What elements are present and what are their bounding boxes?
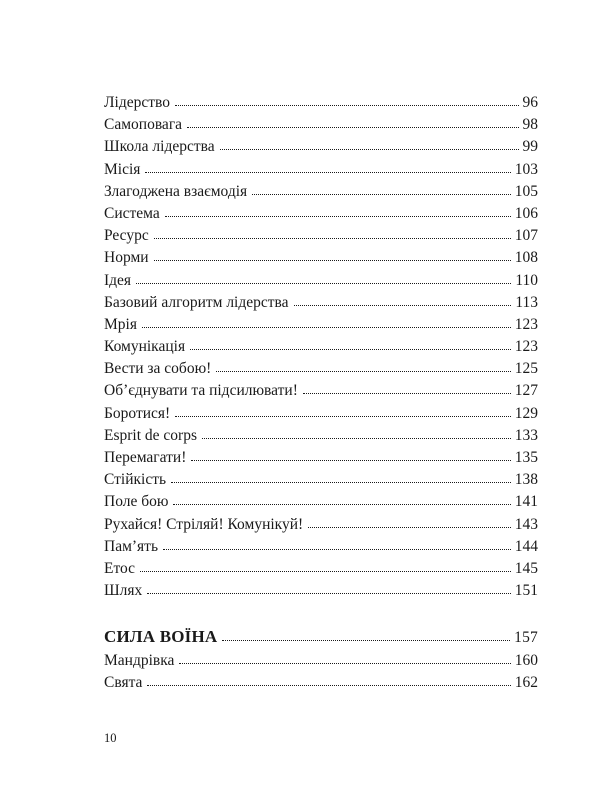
toc-entry[interactable] xyxy=(104,469,538,491)
toc-entry-page: 151 xyxy=(514,582,538,600)
toc-section-heading[interactable] xyxy=(104,626,538,649)
toc-entry-title: Вести за собою! xyxy=(104,360,212,378)
toc-entry[interactable] xyxy=(104,136,538,158)
toc-dot-leader xyxy=(142,319,511,329)
toc-entry[interactable] xyxy=(104,159,538,181)
toc-dot-leader xyxy=(165,208,511,218)
toc-entry-title: Мандрівка xyxy=(104,651,175,669)
toc-dot-leader xyxy=(145,164,510,174)
toc-dot-leader xyxy=(216,363,510,373)
toc-dot-leader xyxy=(222,632,510,642)
toc-entry[interactable] xyxy=(104,336,538,358)
toc-entry-title: Базовий алгоритм лідерства xyxy=(104,293,289,311)
toc-entry[interactable] xyxy=(104,380,538,402)
toc-entry-title: Боротися! xyxy=(104,404,171,422)
toc-entry-title: Перемагати! xyxy=(104,449,187,466)
toc-dot-leader xyxy=(173,496,510,506)
toc-entry[interactable] xyxy=(104,270,538,292)
toc-entry[interactable] xyxy=(104,491,538,513)
toc-entry-title: Мрія xyxy=(104,315,137,333)
toc-entry[interactable] xyxy=(104,447,538,469)
toc-entry-page: 143 xyxy=(514,515,538,533)
toc-entry-page: 141 xyxy=(514,493,538,511)
toc-entry-title: Рухайся! Стріляй! Комунікуй! xyxy=(104,515,304,533)
toc-entry-page: 123 xyxy=(514,338,538,356)
toc-entry-title: Ідея xyxy=(104,271,132,289)
toc-entry[interactable] xyxy=(104,358,538,380)
toc-entry-page: 144 xyxy=(514,537,538,555)
toc-dot-leader xyxy=(303,385,511,395)
toc-entry[interactable] xyxy=(104,247,538,269)
toc-entry-title: Стійкість xyxy=(104,471,167,489)
toc-entry[interactable] xyxy=(104,650,538,672)
toc-dot-leader xyxy=(308,519,511,529)
toc-entry-title: Етос xyxy=(104,559,136,577)
toc-entry-page: 110 xyxy=(515,271,538,289)
toc-dot-leader xyxy=(175,97,519,107)
toc-dot-leader xyxy=(190,341,511,351)
toc-entry-page: 106 xyxy=(514,204,538,222)
toc-dot-leader xyxy=(140,563,511,573)
toc-dot-leader xyxy=(154,230,511,240)
toc-entry-title: Лідерство xyxy=(104,94,170,111)
toc-entry[interactable] xyxy=(104,314,538,336)
toc-dot-leader xyxy=(220,141,519,151)
toc-dot-leader xyxy=(171,474,511,484)
toc-main-group xyxy=(104,92,538,602)
toc-entry-page: 160 xyxy=(514,651,538,669)
toc-entry[interactable] xyxy=(104,580,538,602)
toc-entry-title: Самоповага xyxy=(104,116,183,134)
toc-entry-title: Злагоджена взаємодія xyxy=(104,182,248,200)
toc-entry-page: 108 xyxy=(514,249,538,267)
toc-entry-page: 138 xyxy=(514,471,538,489)
toc-dot-leader xyxy=(191,452,510,462)
toc-entry-page: 103 xyxy=(514,160,538,178)
toc-entry-page: 135 xyxy=(514,449,538,466)
toc-entry[interactable] xyxy=(104,558,538,580)
toc-dot-leader xyxy=(175,408,511,418)
toc-section-group xyxy=(104,626,538,694)
toc-dot-leader xyxy=(147,677,510,687)
toc-dot-leader xyxy=(187,119,518,129)
toc-dot-leader xyxy=(202,430,511,440)
toc-section-entries xyxy=(104,650,538,694)
toc-dot-leader xyxy=(136,275,511,285)
toc-entry-page: 129 xyxy=(514,404,538,422)
toc-entry-page: 162 xyxy=(514,673,538,691)
toc-entry-page: 145 xyxy=(514,559,538,577)
toc-dot-leader xyxy=(163,541,511,551)
toc-entry-page: 98 xyxy=(522,116,538,134)
toc-entry[interactable] xyxy=(104,403,538,425)
toc-entry-title: СИЛА ВОЇНА xyxy=(104,627,218,647)
toc-entry-title: Пам’ять xyxy=(104,537,159,555)
toc-entry-page: 113 xyxy=(515,293,538,311)
toc-entry-page: 107 xyxy=(514,227,538,245)
toc-entry-page: 127 xyxy=(514,382,538,400)
toc-entry-page: 157 xyxy=(514,629,538,647)
toc-entry[interactable] xyxy=(104,536,538,558)
toc-entry[interactable] xyxy=(104,181,538,203)
toc-entry-page: 105 xyxy=(514,182,538,200)
toc-entry-title: Шлях xyxy=(104,582,143,600)
toc-entry-page: 125 xyxy=(514,360,538,378)
toc-dot-leader xyxy=(252,186,511,196)
toc-entry[interactable] xyxy=(104,203,538,225)
page-number: 10 xyxy=(104,731,117,745)
toc-dot-leader xyxy=(154,252,511,262)
toc-entry-title: Місія xyxy=(104,160,141,178)
toc-dot-leader xyxy=(179,655,510,665)
toc-entry-title: Поле бою xyxy=(104,493,169,511)
toc-entry-page: 96 xyxy=(522,94,538,111)
toc-entry[interactable] xyxy=(104,672,538,694)
toc-entry[interactable] xyxy=(104,514,538,536)
toc-entry-page: 123 xyxy=(514,315,538,333)
toc-entry[interactable] xyxy=(104,292,538,314)
toc-entry-title: Esprit de corps xyxy=(104,426,197,444)
toc-entry-title: Система xyxy=(104,204,160,222)
toc-entry[interactable] xyxy=(104,114,538,136)
toc-entry-title: Норми xyxy=(104,249,149,267)
toc-entry-title: Школа лідерства xyxy=(104,138,215,156)
toc-entry-title: Комунікація xyxy=(104,338,186,356)
toc-entry[interactable] xyxy=(104,92,538,114)
toc-entry-title: Ресурс xyxy=(104,227,149,245)
toc-dot-leader xyxy=(147,585,510,595)
toc-entry-title: Свята xyxy=(104,673,143,691)
toc-entry-title: Об’єднувати та підсилювати! xyxy=(104,382,298,400)
toc-entry[interactable] xyxy=(104,225,538,247)
table-of-contents xyxy=(104,92,538,694)
toc-dot-leader xyxy=(294,297,512,307)
toc-entry-page: 133 xyxy=(514,426,538,444)
toc-entry-page: 99 xyxy=(522,138,538,156)
toc-entry[interactable] xyxy=(104,425,538,447)
